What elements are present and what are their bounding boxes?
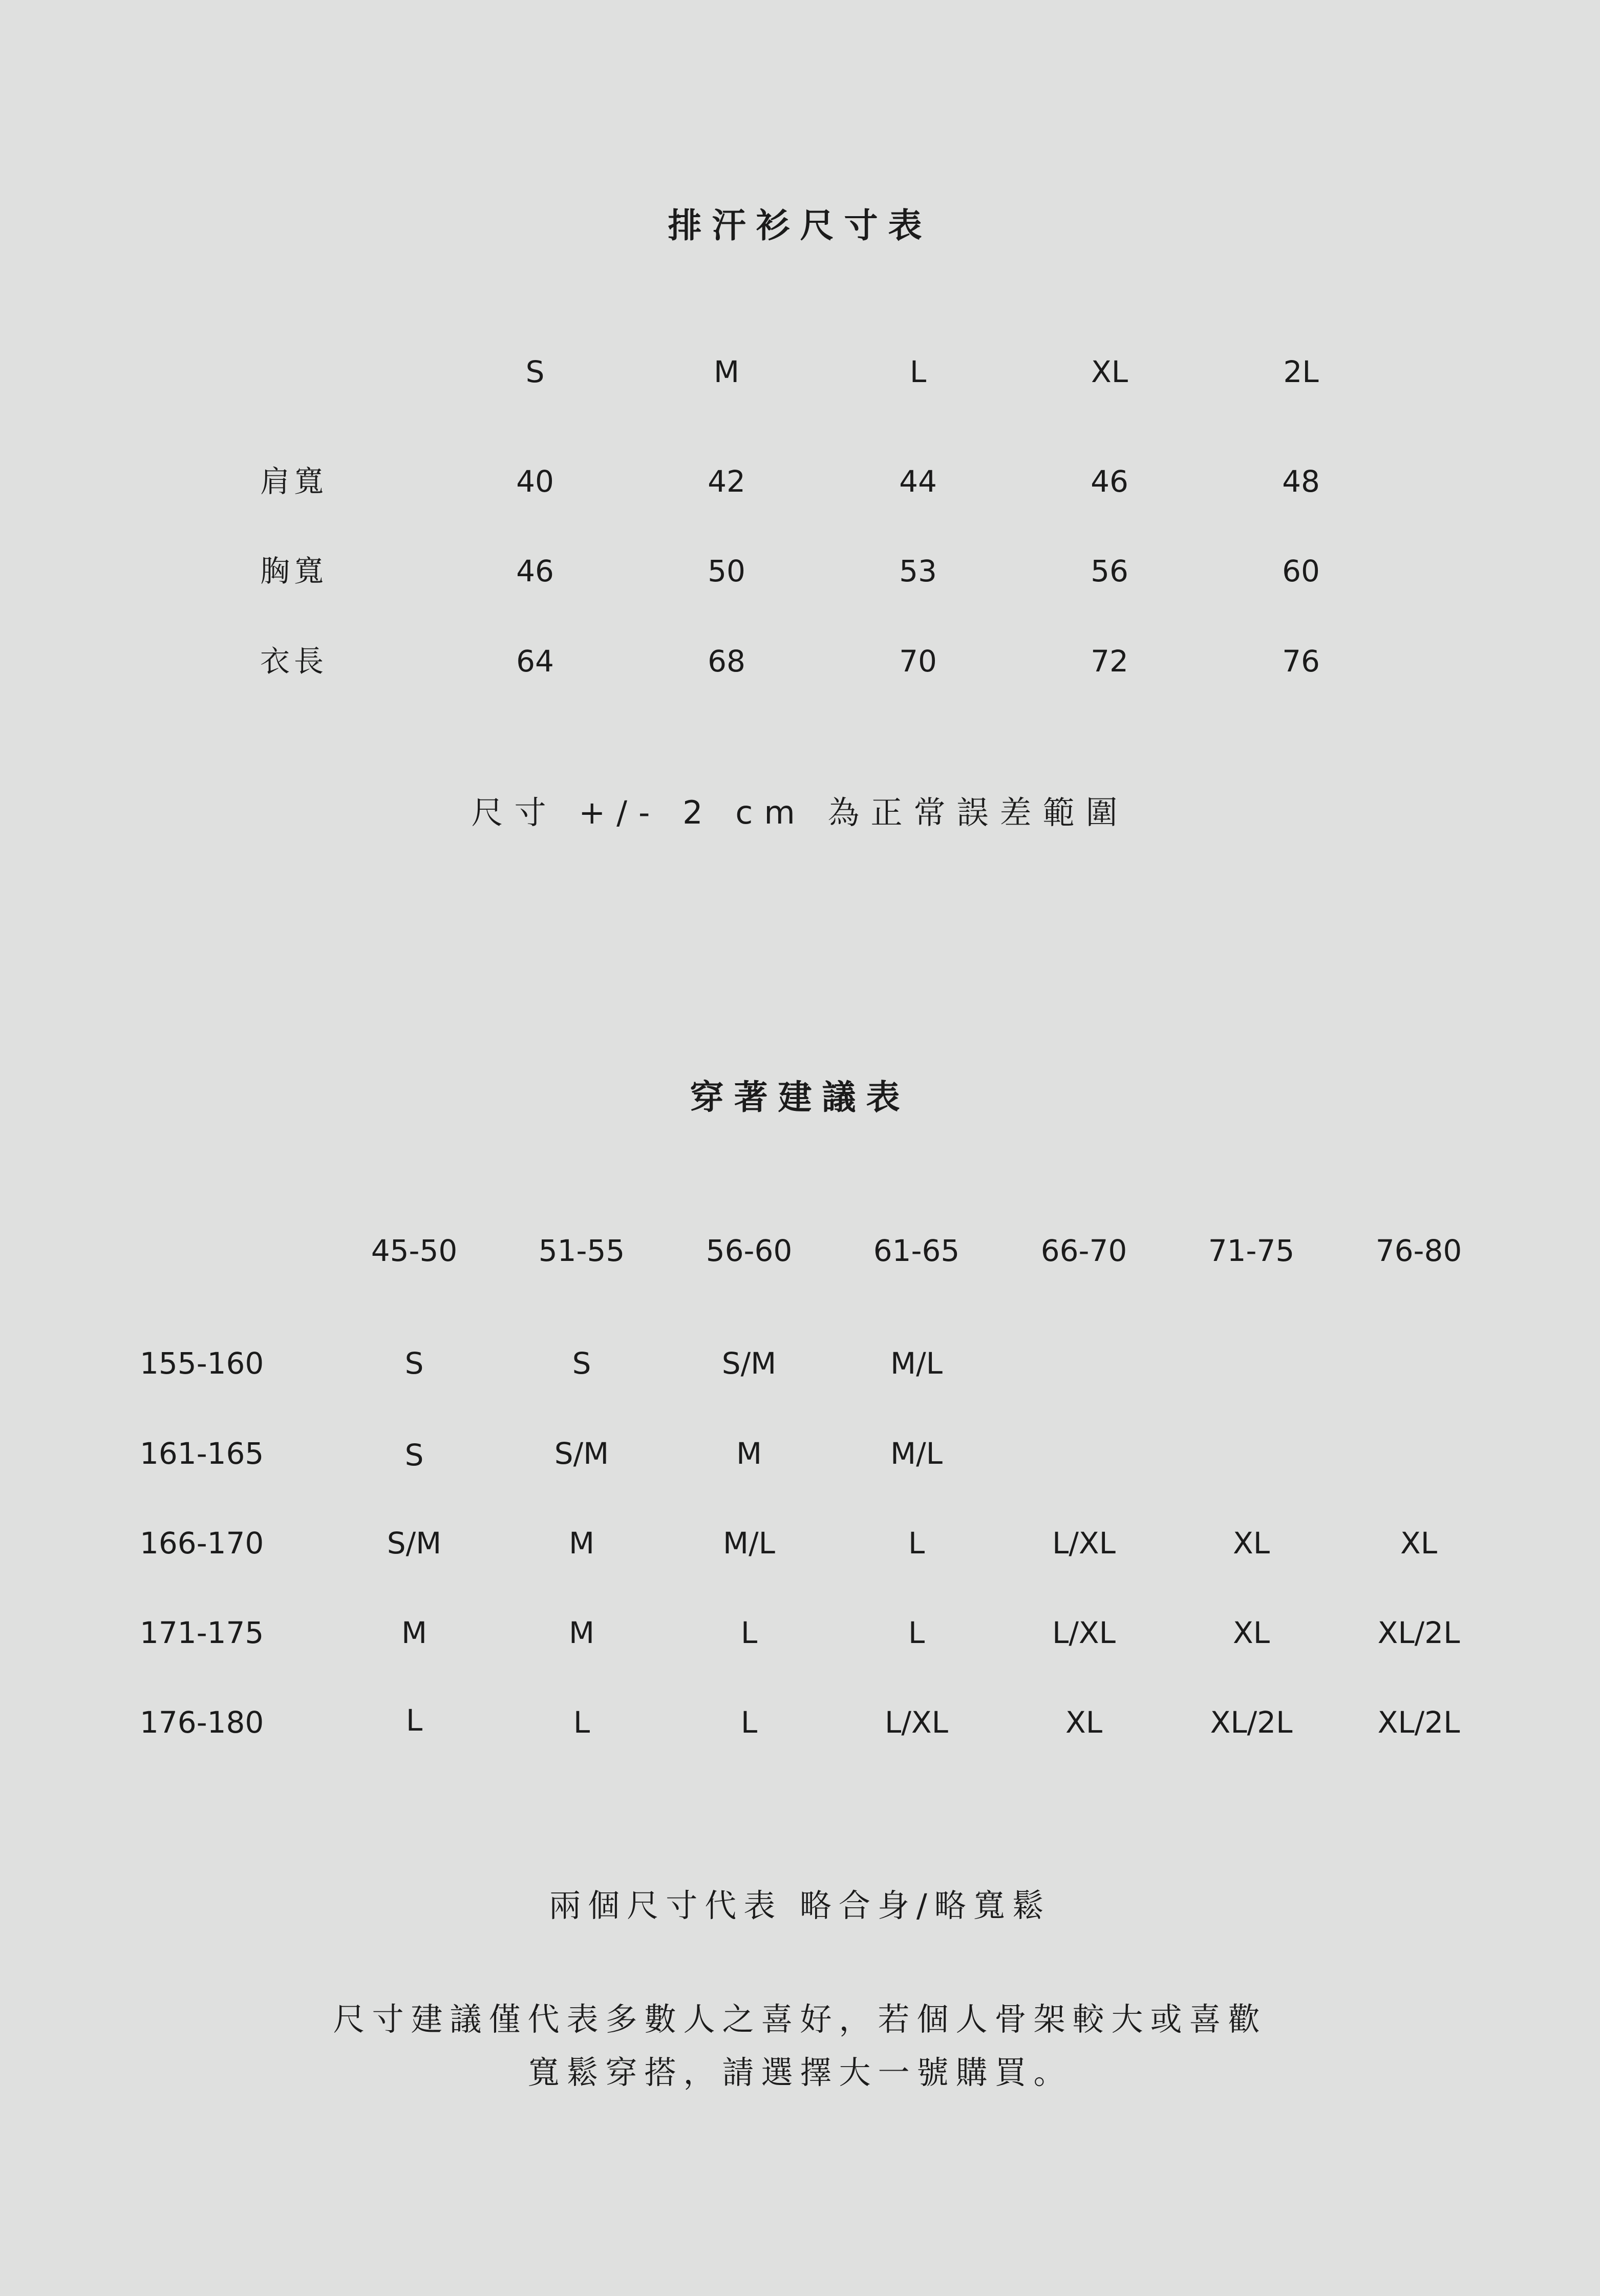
fit-chart-cell: L/XL <box>885 1705 948 1740</box>
size-chart-col-header: S <box>525 354 545 389</box>
size-chart-col-header: M <box>713 354 740 389</box>
size-chart-row-label: 肩寬 <box>260 464 328 499</box>
size-chart-row-label: 胸寬 <box>260 554 328 588</box>
size-chart-cell: 68 <box>708 644 745 679</box>
fit-chart-col-header: 51-55 <box>538 1233 625 1268</box>
size-chart-cell: 64 <box>516 644 554 679</box>
fit-chart-cell: M/L <box>890 1346 943 1381</box>
fit-chart-cell: M/L <box>890 1436 943 1471</box>
fit-chart-cell: XL <box>1232 1526 1270 1561</box>
fit-chart-cell: XL <box>1065 1705 1103 1740</box>
size-tolerance-note: 尺寸 +/- 2 cm 為正常誤差範圍 <box>471 794 1129 831</box>
size-chart-cell: 50 <box>708 554 745 588</box>
size-chart-col-header: L <box>909 354 927 389</box>
fit-chart-cell: M <box>736 1436 762 1471</box>
size-chart-cell: 53 <box>899 554 937 588</box>
fit-chart-col-header: 61-65 <box>873 1233 960 1268</box>
fit-chart-cell: XL/2L <box>1377 1705 1460 1740</box>
fit-chart-cell: S/M <box>554 1436 609 1471</box>
fit-chart-row-label: 166-170 <box>140 1526 264 1561</box>
fit-chart-cell: L <box>740 1615 758 1650</box>
fit-chart-cell: M <box>568 1615 595 1650</box>
size-chart-cell: 40 <box>516 464 554 499</box>
size-chart-col-header: 2L <box>1283 354 1319 389</box>
fit-chart-col-header: 45-50 <box>371 1233 458 1268</box>
fit-chart-cell: L/XL <box>1052 1526 1116 1561</box>
size-chart-cell: 60 <box>1282 554 1320 588</box>
advice-line-1: 尺寸建議僅代表多數人之喜好，若個人骨架較大或喜歡 <box>333 2000 1267 2038</box>
size-chart-cell: 44 <box>899 464 937 499</box>
fit-chart-cell: XL/2L <box>1377 1615 1460 1650</box>
fit-chart-row-label: 161-165 <box>140 1436 264 1471</box>
fit-chart-cell: M <box>568 1526 595 1561</box>
fit-chart-col-header: 56-60 <box>706 1233 793 1268</box>
advice-line-2: 寬鬆穿搭，請選擇大一號購買。 <box>527 2054 1073 2091</box>
fit-chart-cell: M/L <box>723 1526 775 1561</box>
fit-chart-cell: S <box>404 1346 424 1381</box>
size-chart-cell: 70 <box>899 644 937 679</box>
fit-chart-cell: L <box>740 1705 758 1740</box>
fit-chart-cell: L/XL <box>1052 1615 1116 1650</box>
size-chart-cell: 56 <box>1091 554 1128 588</box>
fit-chart-cell: L <box>908 1526 925 1561</box>
fit-chart-col-header: 71-75 <box>1208 1233 1295 1268</box>
fit-chart-cell: XL <box>1232 1615 1270 1650</box>
fit-chart-col-header: 66-70 <box>1040 1233 1127 1268</box>
dual-size-note: 兩個尺寸代表 略合身/略寬鬆 <box>549 1887 1051 1924</box>
fit-chart-row-label: 176-180 <box>140 1705 264 1740</box>
size-chart-title: 排汗衫尺寸表 <box>668 206 932 245</box>
fit-chart-cell: L <box>406 1703 423 1738</box>
fit-chart-cell: M <box>401 1615 428 1650</box>
fit-chart-cell: S <box>572 1346 591 1381</box>
size-chart-cell: 72 <box>1091 644 1128 679</box>
fit-chart-cell: S/M <box>721 1346 777 1381</box>
size-chart-cell: 42 <box>708 464 745 499</box>
fit-chart-cell: L <box>573 1705 590 1740</box>
size-chart-row-label: 衣長 <box>260 644 328 679</box>
size-chart-cell: 48 <box>1282 464 1320 499</box>
fit-chart-cell: XL <box>1400 1526 1438 1561</box>
fit-chart-cell: S/M <box>387 1526 442 1561</box>
fit-chart-cell: L <box>908 1615 925 1650</box>
fit-chart-title: 穿著建議表 <box>690 1078 910 1117</box>
fit-chart-cell: XL/2L <box>1210 1705 1293 1740</box>
fit-chart-row-label: 155-160 <box>140 1346 264 1381</box>
size-chart-cell: 46 <box>516 554 554 588</box>
size-chart-col-header: XL <box>1091 354 1128 389</box>
fit-chart-cell: S <box>404 1438 424 1472</box>
size-chart-cell: 76 <box>1282 644 1320 679</box>
fit-chart-row-label: 171-175 <box>140 1615 264 1650</box>
size-chart-cell: 46 <box>1091 464 1128 499</box>
fit-chart-col-header: 76-80 <box>1375 1233 1462 1268</box>
